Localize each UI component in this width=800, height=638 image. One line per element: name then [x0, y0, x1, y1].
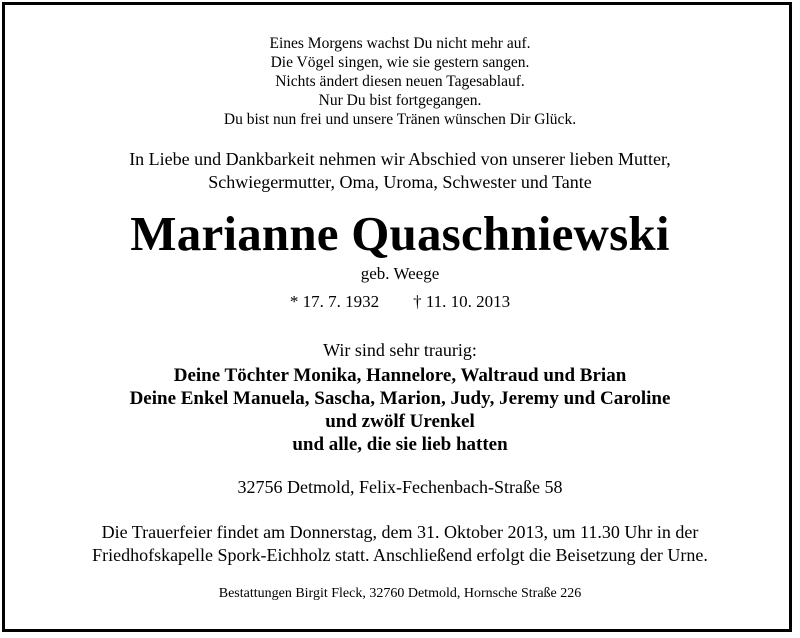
- mourners-list: [0, 364, 800, 456]
- mourners-line: Deine Töchter Monika, Hannelore, Waltraud und Brian: [173, 365, 627, 386]
- maiden-name: geb. Weege: [360, 264, 440, 283]
- farewell-intro: [0, 148, 800, 194]
- undertaker-info: Bestattungen Birgit Fleck, 32760 Detmold, Hornsche Straße 226: [218, 586, 582, 601]
- mourning-line: Wir sind sehr traurig:: [323, 340, 477, 360]
- life-dates: [0, 291, 800, 312]
- birth-date: * 17. 7. 1932: [289, 292, 380, 311]
- mourners-line: Deine Enkel Manuela, Sascha, Marion, Judy, Jeremy und Caroline: [129, 388, 671, 409]
- ceremony-line: Die Trauerfeier findet am Donnerstag, dem 31. Oktober 2013, um 11.30 Uhr in der: [101, 522, 699, 542]
- poem-line: Du bist nun frei und unsere Tränen wünschen Dir Glück.: [223, 111, 577, 128]
- poem-line: Nichts ändert diesen neuen Tagesablauf.: [275, 73, 525, 90]
- intro-line: Schwiegermutter, Oma, Uroma, Schwester und Tante: [208, 172, 592, 192]
- poem-line: Nur Du bist fortgegangen.: [318, 92, 482, 109]
- ceremony-line: Friedhofskapelle Spork-Eichholz statt. Anschließend erfolgt die Beisetzung der Urne.: [92, 545, 708, 565]
- poem-line: Die Vögel singen, wie sie gestern sangen.: [270, 54, 530, 71]
- intro-line: In Liebe und Dankbarkeit nehmen wir Abschied von unserer lieben Mutter,: [129, 149, 671, 169]
- family-address: 32756 Detmold, Felix-Fechenbach-Straße 58: [237, 477, 563, 497]
- funeral-details: [0, 521, 800, 567]
- poem-line: Eines Morgens wachst Du nicht mehr auf.: [269, 35, 531, 52]
- deceased-name: Marianne Quaschniewski: [130, 206, 670, 261]
- mourners-line: und zwölf Urenkel: [325, 411, 475, 432]
- mourners-line: und alle, die sie lieb hatten: [292, 434, 508, 455]
- poem: [0, 34, 800, 129]
- death-date: † 11. 10. 2013: [413, 292, 511, 311]
